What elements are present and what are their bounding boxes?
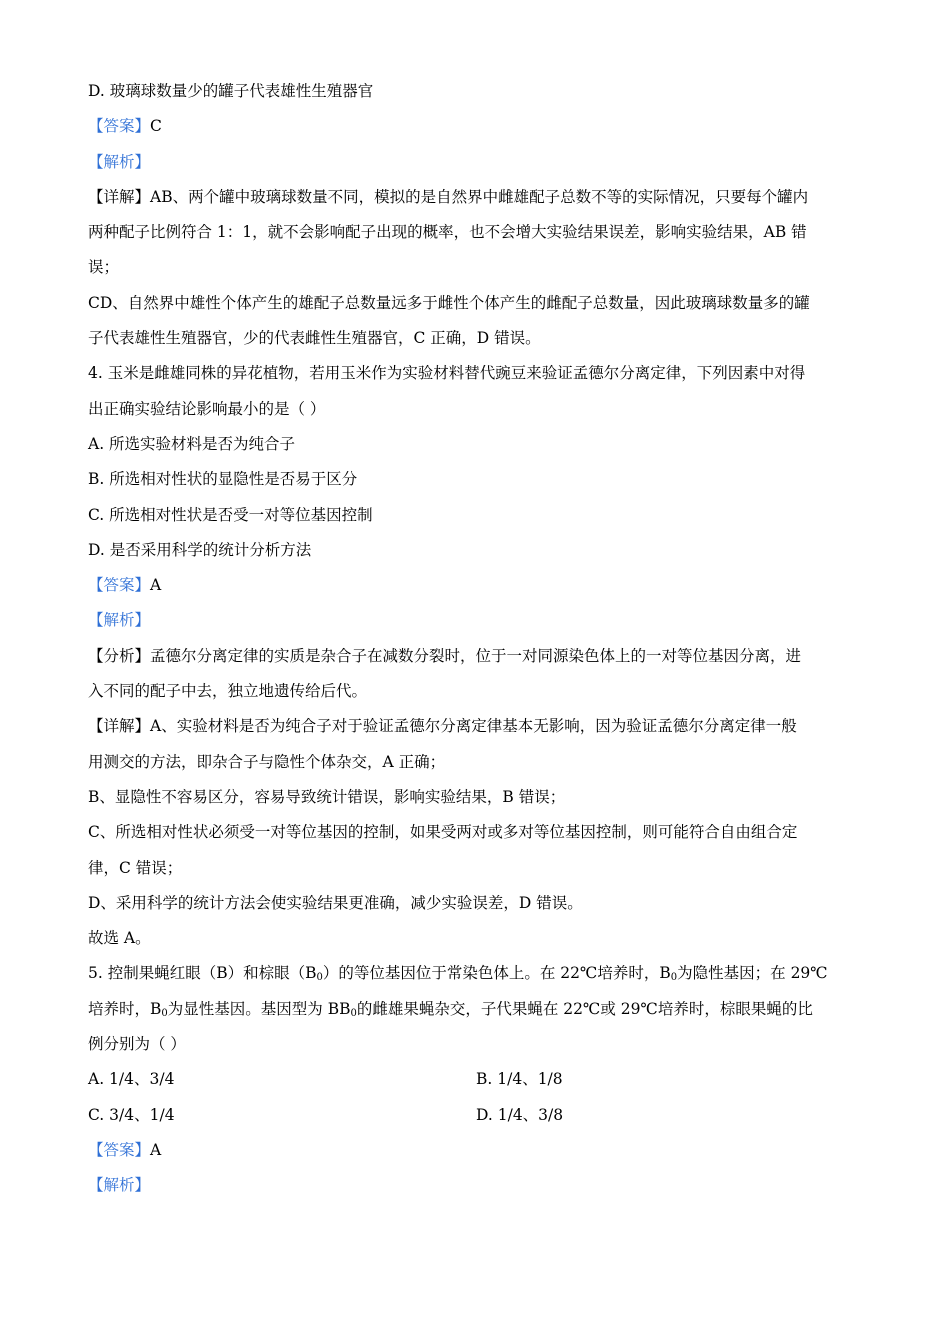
q4-option-a: A. 所选实验材料是否为纯合子 [88, 434, 296, 453]
q4-detail-line: 用测交的方法，即杂合子与隐性个体杂交，A 正确； [88, 752, 446, 771]
q3-detail-line: CD、自然界中雄性个体产生的雄配子总数量远多于雌性个体产生的雌配子总数量，因此玻璃球数量多的罐 [88, 293, 810, 312]
q3-detail-line: 误； [88, 258, 120, 277]
q5-analysis-tag: 【解析】 [88, 1176, 151, 1195]
q3-detail-line: 子代表雄性生殖器官，少的代表雌性生殖器官，C 正确，D 错误。 [88, 329, 541, 348]
answer-value: A [150, 1140, 162, 1159]
answer-tag: 【答案】 [88, 576, 151, 595]
q5-option-a: A. 1/4、3/4 [88, 1070, 175, 1089]
q4-stem-line: 4. 玉米是雌雄同株的异花植物，若用玉米作为实验材料替代豌豆来验证孟德尔分离定律，下列因素中对得 [88, 364, 806, 383]
q4-fenxi-line: 入不同的配子中去，独立地遗传给后代。 [88, 682, 368, 701]
q5-option-c: C. 3/4、1/4 [88, 1105, 175, 1124]
q5-option-b: B. 1/4、1/8 [476, 1070, 563, 1089]
q4-option-c: C. 所选相对性状是否受一对等位基因控制 [88, 505, 373, 524]
detail-tag: 【详解】 [88, 187, 151, 206]
q3-detail-line: 两种配子比例符合 1：1，就不会影响配子出现的概率，也不会增大实验结果误差，影响实验结果，AB 错 [88, 223, 807, 242]
q4-detail-line: C、所选相对性状必须受一对等位基因的控制，如果受两对或多对等位基因控制，则可能符合自由组合定 [88, 823, 798, 842]
detail-tag: 【详解】 [88, 717, 151, 736]
answer-tag: 【答案】 [88, 117, 151, 136]
page-content [88, 74, 864, 1204]
q5-options-row [88, 1098, 864, 1133]
q5-stem-line: 培养时，$B_0$为显性基因。基因型为 $BB_0$的雌雄果蝇杂交，子代果蝇在 22℃或 29℃培养时，棕眼果蝇的比 [88, 999, 813, 1019]
q5-answer [88, 1133, 864, 1168]
q4-fenxi-line: 【分析】孟德尔分离定律的实质是杂合子在减数分裂时，位于一对同源染色体上的一对等位基因分离，进 [88, 646, 802, 665]
q4-detail-line: B、显隐性不容易区分，容易导致统计错误，影响实验结果，B 错误； [88, 787, 566, 806]
answer-value: C [150, 117, 162, 136]
q4-option-d: D. 是否采用科学的统计分析方法 [88, 540, 312, 559]
answer-tag: 【答案】 [88, 1140, 151, 1159]
q4-conclusion: 故选 A。 [88, 929, 151, 948]
q4-detail-line: D、采用科学的统计方法会使实验结果更准确，减少实验误差，D 错误。 [88, 893, 583, 912]
q3-option-d: D. 玻璃球数量少的罐子代表雄性生殖器官 [88, 82, 374, 100]
q5-options-row [88, 1062, 864, 1097]
q5-stem-line: 例分别为（ ） [88, 1035, 186, 1054]
q4-stem-line: 出正确实验结论影响最小的是（ ） [88, 399, 326, 418]
q4-analysis-tag: 【解析】 [88, 611, 151, 630]
q4-detail-line: 【详解】A、实验材料是否为纯合子对于验证孟德尔分离定律基本无影响，因为验证孟德尔分离定律一般 [88, 717, 797, 736]
q5-option-d: D. 1/4、3/8 [476, 1105, 564, 1124]
q4-detail-line: 律，C 错误； [88, 858, 183, 877]
q3-answer [88, 109, 864, 144]
q4-answer [88, 568, 864, 603]
q3-detail-line: 【详解】AB、两个罐中玻璃球数量不同，模拟的是自然界中雌雄配子总数不等的实际情况，只要每个罐内 [88, 187, 809, 206]
q3-analysis-tag: 【解析】 [88, 152, 151, 171]
q4-option-b: B. 所选相对性状的显隐性是否易于区分 [88, 470, 358, 489]
answer-value: A [150, 576, 162, 595]
fenxi-tag: 【分析】 [88, 646, 151, 665]
q5-stem-line: 5. 控制果蝇红眼（B）和棕眼$(B_0)$的等位基因位于常染色体上。在 22℃培养时，$B_0$为隐性基因；在 29℃ [88, 964, 828, 984]
